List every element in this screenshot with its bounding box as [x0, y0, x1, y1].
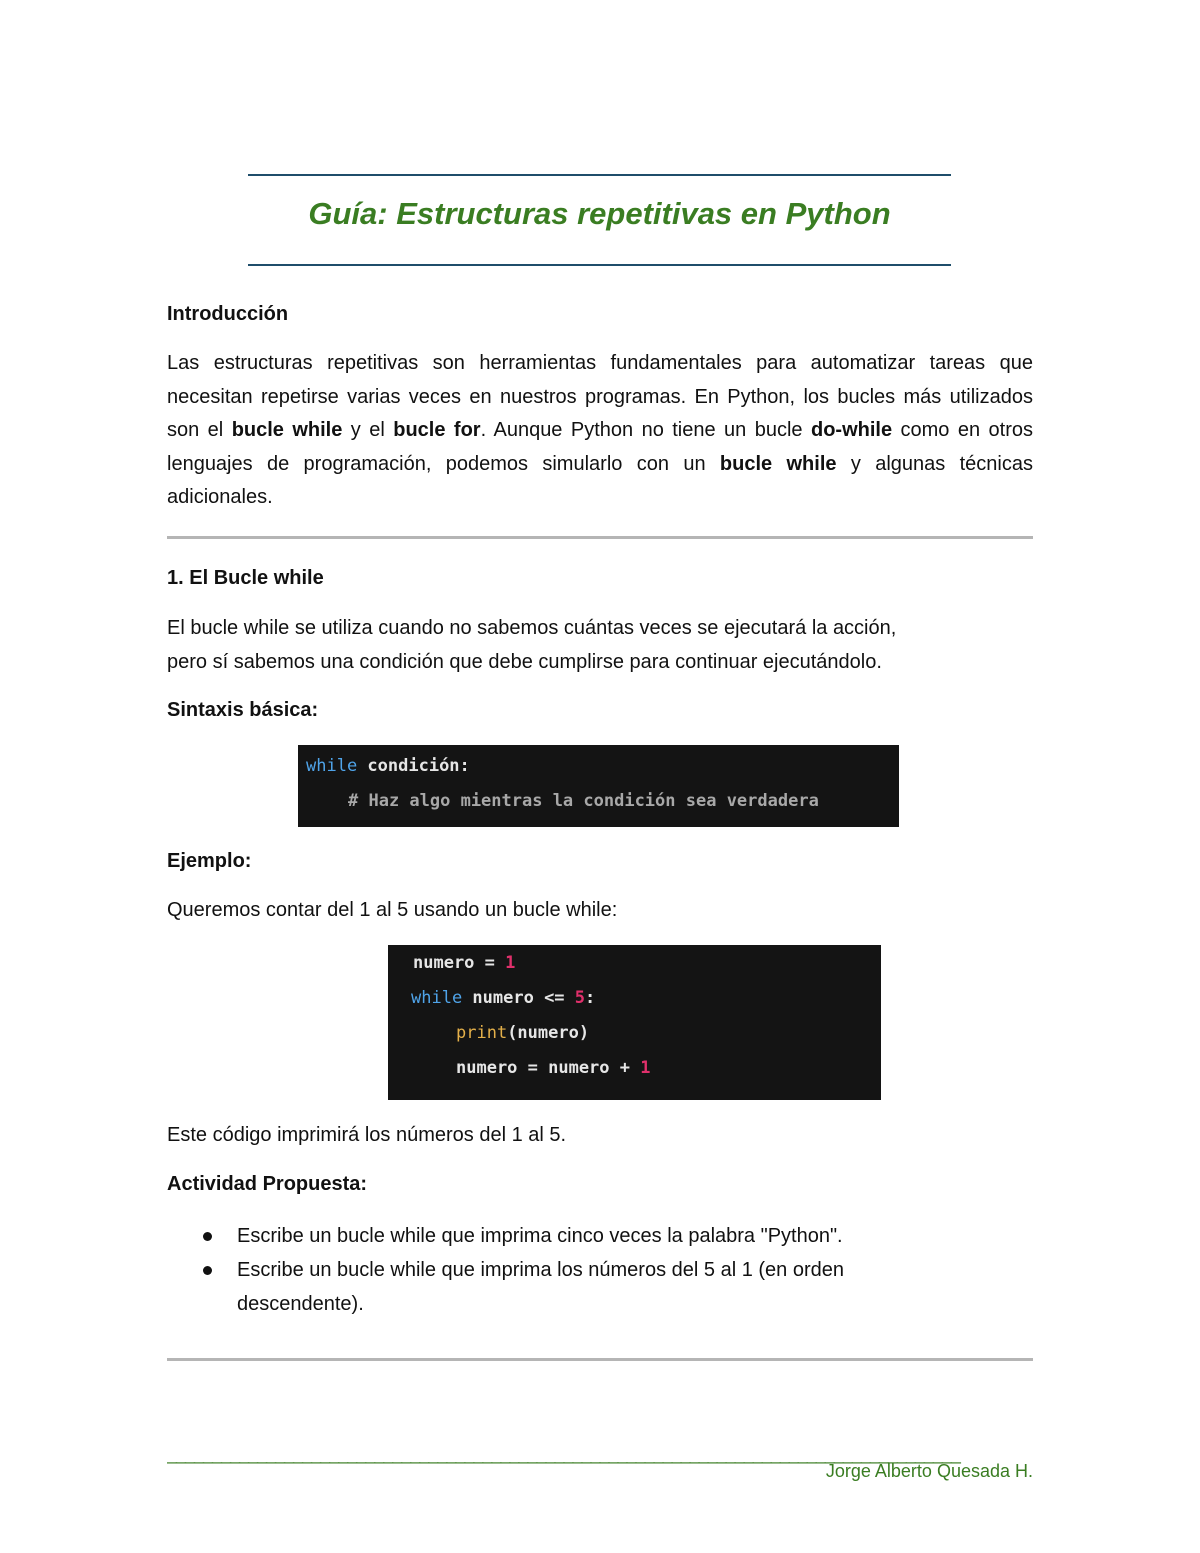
syntax-heading-wrap: [167, 699, 1033, 722]
code-keyword: while: [306, 756, 358, 776]
code-text: condición:: [357, 756, 470, 776]
list-item: [167, 1219, 967, 1253]
title-rule-top: [248, 174, 951, 176]
bullet-icon: [203, 1232, 212, 1241]
intro-text-4: como en otros lenguajes de programación, podemos simularlo con un: [167, 419, 1034, 475]
example-code-line-4: [456, 1058, 650, 1078]
activity-heading-wrap: [167, 1173, 1033, 1196]
example-code-line-3: [456, 1023, 589, 1043]
section1-heading-wrap: [167, 567, 1033, 590]
intro-section: [167, 303, 1033, 326]
example-heading: Ejemplo:: [167, 850, 252, 872]
result-wrap: [167, 1119, 1033, 1153]
intro-text-5: y algunas técnicas adicionales.: [167, 452, 1033, 509]
example-code-line-1: [413, 953, 515, 973]
example-desc: Queremos contar del 1 al 5 usando un bucle while:: [167, 899, 618, 921]
section1-desc: [167, 612, 1033, 679]
activity-text: Escribe un bucle while que imprima cinco veces la palabra "Python".: [237, 1225, 843, 1247]
section-divider: [167, 1358, 1033, 1361]
code-number: 1: [505, 953, 516, 973]
intro-paragraph: [167, 347, 1033, 515]
section1-desc-line1: El bucle while se utiliza cuando no sabemos cuántas veces se ejecutará la acción,: [167, 617, 897, 639]
code-number: 1: [640, 1058, 651, 1078]
intro-paragraph-wrap: [167, 347, 1033, 515]
code-text: (numero): [507, 1023, 590, 1043]
footer-author: Jorge Alberto Quesada H.: [825, 1461, 1033, 1481]
syntax-code-line-1: [306, 756, 470, 776]
syntax-code-comment: # Haz algo mientras la condición sea verdadera: [348, 791, 819, 811]
intro-text-2: y el: [342, 419, 394, 442]
result-text: Este código imprimirá los números del 1 al 5.: [167, 1124, 567, 1146]
code-text: :: [585, 988, 596, 1008]
example-desc-wrap: [167, 894, 1033, 928]
footer-line: ________________________________________________________________________________________: [167, 1444, 960, 1464]
section1-heading: 1. El Bucle while: [167, 567, 324, 589]
intro-bold-4: bucle while: [719, 452, 837, 475]
example-code-line-2: [411, 988, 595, 1008]
code-number: 5: [574, 988, 586, 1008]
page-title: Guía: Estructuras repetitivas en Python: [308, 196, 891, 231]
title-rule-bottom: [248, 264, 951, 266]
list-item: [167, 1253, 967, 1321]
section1-desc-line2: pero sí sabemos una condición que debe cumplirse para continuar ejecutándolo.: [167, 650, 882, 673]
activity-text: Escribe un bucle while que imprima los números del 5 al 1 (en orden descendente).: [237, 1259, 844, 1315]
intro-text-3: . Aunque Python no tiene un bucle: [480, 419, 811, 442]
code-text: numero <=: [462, 988, 575, 1008]
example-heading-wrap: [167, 850, 1033, 873]
intro-text-1: Las estructuras repetitivas son herramientas fundamentales para automatizar tareas que necesitan repetirse varias veces en nuestros programas. En Python, los bucles más utilizados son el: [167, 352, 1033, 442]
code-text: numero = numero +: [456, 1058, 641, 1078]
syntax-heading: Sintaxis básica:: [167, 699, 319, 721]
code-keyword: while: [411, 988, 463, 1008]
activity-list-wrap: [167, 1219, 967, 1321]
bullet-icon: [203, 1266, 212, 1275]
intro-bold-1: bucle while: [231, 419, 343, 442]
example-code-block: [388, 945, 881, 1100]
code-function: print: [456, 1023, 508, 1043]
intro-heading: Introducción: [167, 303, 289, 325]
intro-bold-3: do-while: [810, 419, 893, 442]
intro-bold-2: bucle for: [393, 419, 481, 442]
syntax-code-block: [298, 745, 899, 827]
activity-heading: Actividad Propuesta:: [167, 1173, 368, 1195]
code-text: numero =: [413, 953, 506, 973]
section-divider: [167, 536, 1033, 539]
activity-list: [167, 1219, 967, 1321]
